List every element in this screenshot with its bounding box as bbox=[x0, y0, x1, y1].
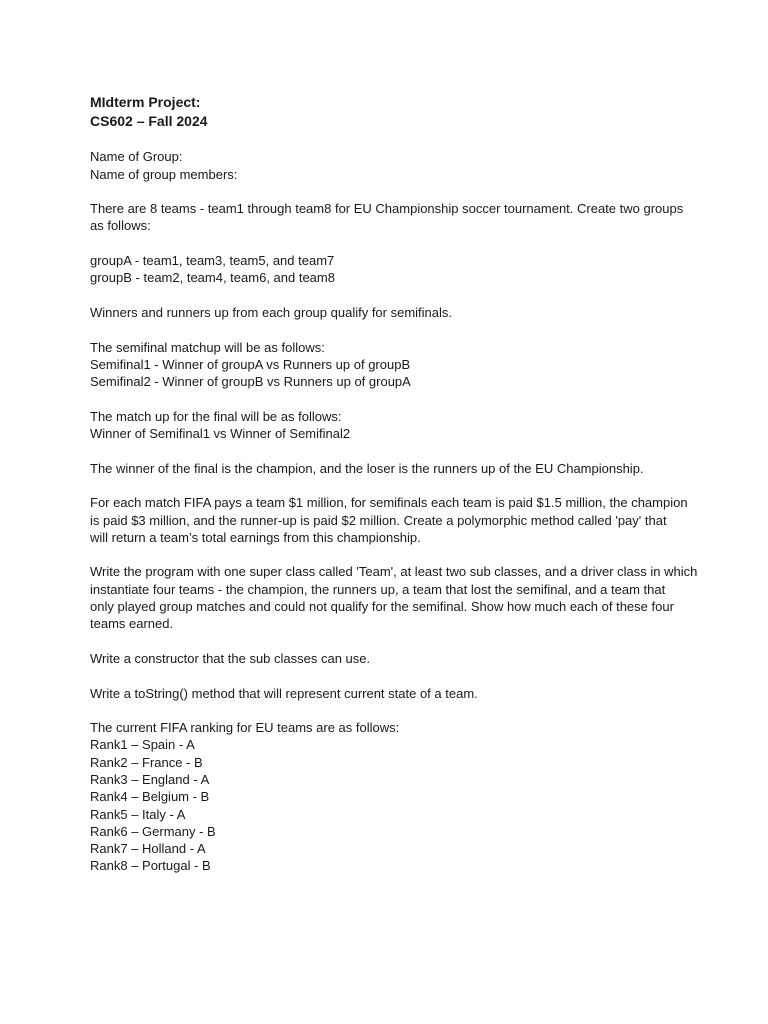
spacer bbox=[90, 235, 690, 252]
spacer bbox=[90, 287, 690, 304]
intro-line-1: There are 8 teams - team1 through team8 for EU Championship soccer tournament. Create two groups bbox=[90, 201, 684, 217]
spacer bbox=[90, 321, 690, 338]
ranking-item: Rank2 – France - B bbox=[90, 754, 203, 770]
program-line-1: Write the program with one super class called 'Team', at least two sub classes, and a driver class in which bbox=[90, 564, 698, 580]
program-line-4: teams earned. bbox=[90, 616, 174, 632]
ranking-heading: The current FIFA ranking for EU teams are as follows: bbox=[90, 720, 400, 736]
payment-line-2: is paid $3 million, and the runner-up is paid $2 million. Create a polymorphic method called 'pay' that bbox=[90, 512, 667, 528]
ranking-item: Rank8 – Portugal - B bbox=[90, 858, 211, 874]
payment-line-3: will return a team’s total earnings from this championship. bbox=[90, 529, 421, 545]
champion-line: The winner of the final is the champion, and the loser is the runners up of the EU Championship. bbox=[90, 460, 644, 476]
name-of-members-label: Name of group members: bbox=[90, 166, 238, 182]
program-line-3: only played group matches and could not qualify for the semifinal. Show how much each of these four bbox=[90, 599, 674, 615]
semifinal-section bbox=[90, 339, 690, 391]
final-matchup-line: Winner of Semifinal1 vs Winner of Semifinal2 bbox=[90, 426, 351, 442]
intro-paragraph bbox=[90, 200, 690, 235]
program-line-2: instantiate four teams - the champion, the runners up, a team that lost the semifinal, and a team that bbox=[90, 581, 666, 597]
constructor-line: Write a constructor that the sub classes can use. bbox=[90, 650, 371, 666]
ranking-section bbox=[90, 719, 690, 875]
spacer bbox=[90, 702, 690, 719]
semifinal-heading: The semifinal matchup will be as follows: bbox=[90, 339, 325, 355]
payment-paragraph bbox=[90, 494, 690, 546]
spacer bbox=[90, 183, 690, 200]
spacer bbox=[90, 633, 690, 650]
ranking-item: Rank4 – Belgium - B bbox=[90, 789, 210, 805]
program-paragraph bbox=[90, 563, 698, 632]
groups-list bbox=[90, 252, 690, 287]
ranking-item: Rank1 – Spain - A bbox=[90, 737, 195, 753]
ranking-item: Rank6 – Germany - B bbox=[90, 823, 216, 839]
tostring-line: Write a toString() method that will represent current state of a team. bbox=[90, 685, 478, 701]
title-line-1: MIdterm Project: bbox=[90, 94, 201, 110]
group-info bbox=[90, 148, 690, 183]
constructor-paragraph bbox=[90, 650, 690, 667]
intro-line-2: as follows: bbox=[90, 218, 151, 234]
ranking-item: Rank3 – England - A bbox=[90, 771, 210, 787]
spacer bbox=[90, 477, 690, 494]
document-title bbox=[90, 93, 690, 131]
final-heading: The match up for the final will be as follows: bbox=[90, 408, 342, 424]
champion-paragraph bbox=[90, 460, 690, 477]
spacer bbox=[90, 442, 690, 459]
payment-line-1: For each match FIFA pays a team $1 million, for semifinals each team is paid $1.5 million, the champion bbox=[90, 495, 688, 511]
title-line-2: CS602 – Fall 2024 bbox=[90, 113, 208, 129]
name-of-group-label: Name of Group: bbox=[90, 149, 183, 165]
spacer bbox=[90, 131, 690, 148]
qualify-line: Winners and runners up from each group qualify for semifinals. bbox=[90, 304, 453, 320]
ranking-item: Rank7 – Holland - A bbox=[90, 841, 206, 857]
spacer bbox=[90, 667, 690, 684]
semifinal-1-line: Semifinal1 - Winner of groupA vs Runners up of groupB bbox=[90, 356, 411, 372]
tostring-paragraph bbox=[90, 685, 690, 702]
group-b-line: groupB - team2, team4, team6, and team8 bbox=[90, 270, 335, 286]
ranking-item: Rank5 – Italy - A bbox=[90, 806, 186, 822]
semifinal-2-line: Semifinal2 - Winner of groupB vs Runners up of groupA bbox=[90, 374, 411, 390]
spacer bbox=[90, 390, 690, 407]
qualify-paragraph bbox=[90, 304, 690, 321]
final-section bbox=[90, 408, 690, 443]
spacer bbox=[90, 546, 690, 563]
group-a-line: groupA - team1, team3, team5, and team7 bbox=[90, 253, 335, 269]
document-page bbox=[90, 93, 698, 875]
